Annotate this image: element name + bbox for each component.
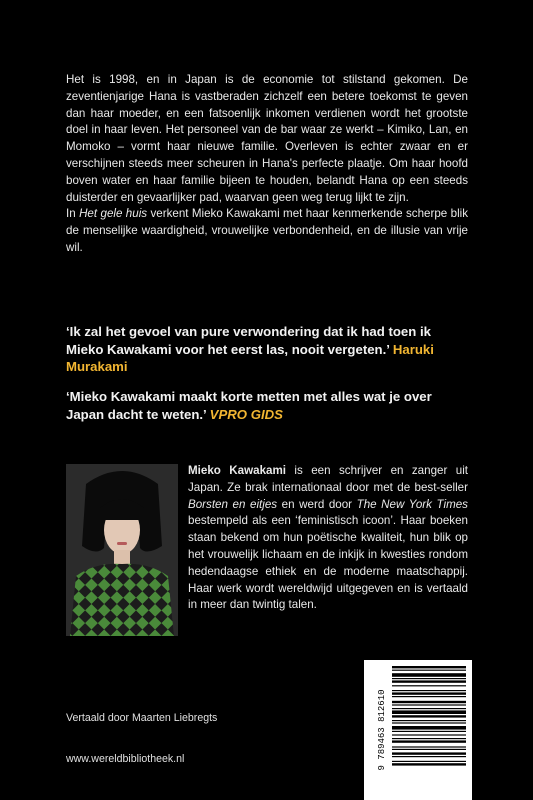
barcode-bar: [392, 761, 466, 762]
book-title: Het gele huis: [79, 207, 148, 221]
author-photo: [66, 464, 178, 636]
blurb-paragraph-2: In Het gele huis verkent Mieko Kawakami met haar kenmerkende scherpe blik de menselijke waardigheid, vrouwelijke verbondenheid, en de illusie van vrije wil.: [66, 207, 469, 254]
barcode-bar: [392, 738, 466, 739]
barcode-bar: [392, 708, 466, 709]
barcode-bar: [392, 740, 466, 742]
back-cover-blurb: [66, 72, 468, 257]
barcode-bar: [392, 673, 466, 677]
barcode-bar: [392, 710, 466, 714]
barcode-bar: [392, 666, 466, 668]
quote-text: ‘Mieko Kawakami maakt korte metten met alles wat je over Japan dacht te weten.’: [66, 389, 432, 422]
barcode-bar: [392, 696, 466, 697]
barcode-number: 9 789463 812610: [377, 689, 387, 771]
barcode-bar: [392, 704, 466, 705]
barcode-bar: [392, 715, 466, 717]
barcode-bar: [392, 734, 466, 735]
barcode-bar: [392, 692, 466, 694]
quote-vpro: [66, 388, 468, 423]
barcode-bar: [392, 749, 466, 750]
barcode-graphic: [364, 660, 472, 800]
barcode-bars: [392, 666, 466, 766]
barcode-bar: [392, 690, 466, 691]
barcode-bar: [392, 726, 466, 730]
barcode-bar: [392, 731, 466, 732]
barcode-bar: [392, 678, 466, 679]
isbn-barcode: [364, 660, 472, 800]
quote-source: Haruki Murakami: [66, 341, 434, 374]
quote-murakami: [66, 323, 468, 376]
author-bio: Mieko Kawakami is een schrijver en zanger uit Japan. Ze brak internationaal door met de best-seller Borsten en eitjes en werd door The New York Times bestempeld als een ‘feministisch icoon’. Haar boeken staan bekend om hun poëtische kwaliteit, hun blik op het vrouwelijk lichaam en de inkijk in kwesties rondom hedendaagse ethiek en de moderne maatschappij. Haar werk wordt wereldwijd uitgegeven en is vertaald in meer dan twintig talen.: [188, 464, 468, 612]
barcode-bar: [392, 752, 466, 754]
barcode-bar: [392, 680, 466, 682]
barcode-bar: [392, 685, 466, 686]
bio-newspaper: The New York Times: [356, 497, 468, 511]
author-name: Mieko Kawakami: [188, 464, 286, 477]
quote-text: ‘Ik zal het gevoel van pure verwondering dat ik had toen ik Mieko Kawakami voor het eerst las, nooit vergeten.’: [66, 324, 431, 357]
barcode-bar: [392, 701, 466, 703]
barcode-bar: [392, 756, 466, 757]
blurb-paragraph-1: Het is 1998, en in Japan is de economie tot stilstand gekomen. De zeventienjarige Hana is vastberaden zichzelf een betere toekomst te geven dan haar moeder, en een fatsoenlijk inkomen verdienen wordt het grootste doel in haar leven. Het personeel van de bar waar ze werkt – Kimiko, Lan, en Momoko – vormt haar nieuwe familie. Overleven is echter zwaar en er verschijnen steeds meer scheuren in Hana's perfecte plaatje. Om haar hoofd boven water en haar familie bijeen te houden, belandt Hana op een steeds duisterder en gevaarlijker pad, waarvan geen weg terug lijkt te zijn.: [66, 73, 468, 204]
barcode-bar: [392, 746, 466, 747]
barcode-bar: [392, 720, 466, 721]
publisher-website[interactable]: www.wereldbibliotheek.nl: [66, 753, 185, 765]
author-portrait-illustration: [66, 464, 178, 636]
quote-source: VPRO GIDS: [209, 406, 283, 422]
translator-credit: Vertaald door Maarten Liebregts: [66, 712, 218, 724]
barcode-bar: [392, 763, 466, 765]
bio-book-title: Borsten en eitjes: [188, 497, 278, 511]
barcode-bar: [392, 670, 466, 671]
barcode-bar: [392, 722, 466, 723]
